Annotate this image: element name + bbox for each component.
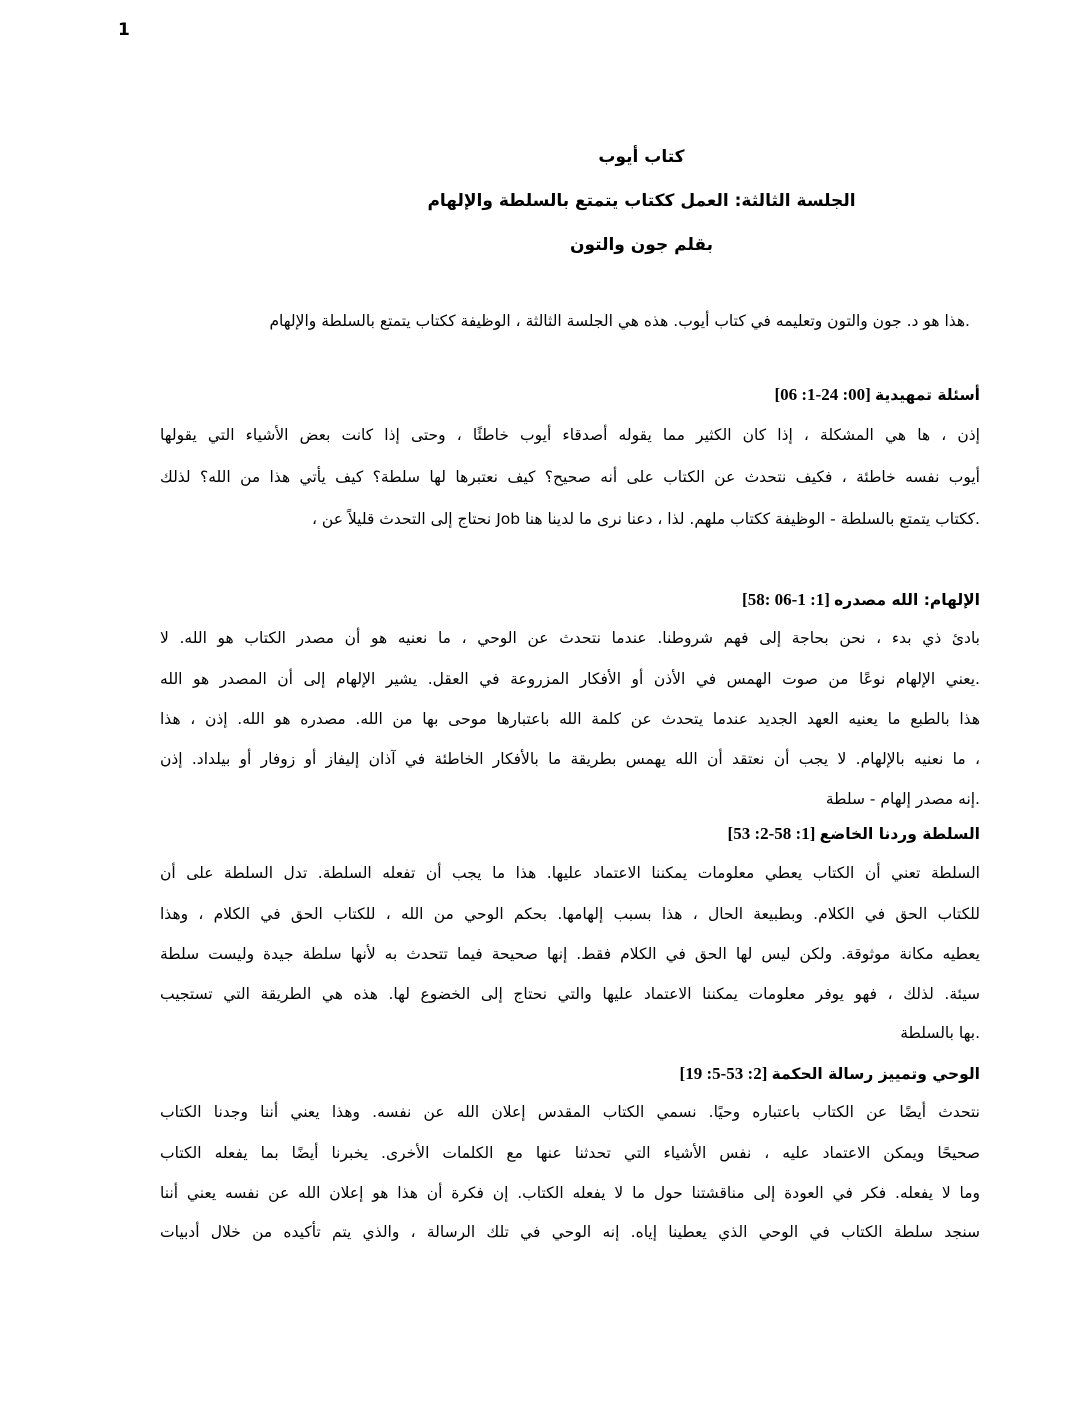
intro-paragraph: .هذا هو د. جون والتون وتعليمه في كتاب أيوب. هذه هي الجلسة الثالثة ، الوظيفة ككتاب يتمتع بالسلطة والإلهام <box>269 312 970 330</box>
paragraph-line: .إنه مصدر إلهام - سلطة <box>825 790 980 808</box>
section-heading <box>680 1062 980 1086</box>
paragraph-line: .يعني الإلهام نوعًا من صوت الهمس في الأذن أو الأفكار المزروعة في العقل. يشير الإلهام إلى أن المصدر هو الله <box>160 670 980 688</box>
author-line: بقلم جون والتون <box>569 235 714 255</box>
paragraph-line: يعطيه مكانة موثوقة. ولكن ليس لها الحق في الكلام فقط. إنها صحيحة فيما تتحدث به لأنها سلطة جيدة وليست سلطة <box>160 945 980 963</box>
book-title: كتاب أيوب <box>598 147 685 167</box>
paragraph-line: هذا بالطبع ما يعنيه العهد الجديد عندما يتحدث عن كلمة الله باعتبارها موحى بها من الله. مصدره هو الله. إذن ، هذا <box>160 710 980 728</box>
paragraph-line: أيوب نفسه خاطئة ، فكيف نتحدث عن الكتاب على أنه صحيح؟ كيف نعتبرها لها سلطة؟ كيف يأتي هذا من الله؟ لذلك <box>160 468 980 486</box>
section-heading-timestamp: [2: 53-5: 19] <box>679 1064 768 1083</box>
paragraph-line: بادئ ذي بدء ، نحن بحاجة إلى فهم شروطنا. عندما نتحدث عن الوحي ، ما نعنيه هو أن مصدر الكتاب هو الله. لا <box>160 629 980 647</box>
paragraph-line: صحيحًا ويمكن الاعتماد عليه ، نفس الأشياء التي تحدثنا عنها مع الكلمات الأخرى. يخبرنا أيضًا بما يفعله الكتاب <box>160 1144 980 1162</box>
section-heading-title: السلطة وردنا الخاضع <box>819 825 980 843</box>
paragraph-line: للكتاب الحق في الكلام. وبطبيعة الحال ، هذا بسبب إلهامها. بحكم الوحي من الله ، للكتاب الحق في الكلام ، وهذا <box>160 905 980 923</box>
paragraph-line: نتحدث أيضًا عن الكتاب باعتباره وحيًا. نسمي الكتاب المقدس إعلان الله عن نفسه. وهذا يعني أننا وجدنا الكتاب <box>160 1103 980 1121</box>
page-number: 1 <box>118 20 130 40</box>
section-heading-timestamp: [1: 58-2: 53] <box>727 824 816 843</box>
section-heading <box>774 383 980 407</box>
paragraph-line: السلطة تعني أن الكتاب يعطي معلومات يمكننا الاعتماد عليها. هذا ما يجب أن تفعله السلطة. تدل السلطة على أن <box>160 864 980 882</box>
section-heading-timestamp: [00: 24-1: 06] <box>774 385 871 404</box>
session-title: الجلسة الثالثة: العمل ككتاب يتمتع بالسلطة والإلهام <box>427 191 856 211</box>
paragraph-line: سيئة. لذلك ، فهو يوفر معلومات يمكننا الاعتماد عليها والتي نحتاج إلى الخضوع لها. هذه هي الطريقة التي تستجيب <box>160 985 980 1003</box>
paragraph-line: وما لا يفعله. فكر في العودة إلى مناقشتنا حول ما لا يفعله الكتاب. إن فكرة أن هذا هو إعلان الله عن نفسه يعني أننا <box>160 1184 980 1202</box>
section-heading-timestamp: [1: 1-06 :58] <box>742 590 830 609</box>
paragraph-line: .ككتاب يتمتع بالسلطة - الوظيفة ككتاب ملهم. لذا ، دعنا نرى ما لدينا هنا Job نحتاج إلى التحدث قليلاً عن ، <box>311 510 980 528</box>
paragraph-line: إذن ، ها هي المشكلة ، إذا كان الكثير مما يقوله أصدقاء أيوب خاطئًا ، وحتى إذا كانت بعض الأشياء التي يقولها <box>160 426 980 444</box>
document-title-block <box>0 146 1088 256</box>
section-heading-title: الوحي وتمييز رسالة الحكمة <box>771 1065 980 1083</box>
paragraph-line: سنجد سلطة الكتاب في الوحي الذي يعطينا إياه. إنه الوحي في تلك الرسالة ، والذي يتم تأكيده من خلال أدبيات <box>160 1223 980 1241</box>
section-heading <box>742 588 980 612</box>
section-heading <box>728 822 980 846</box>
paragraph-line: ، ما نعنيه بالإلهام. لا يجب أن نعتقد أن الله يهمس بطريقة ما بالأفكار الخاطئة في آذان إليفاز أو زوفار أو بيلداد. إذن <box>160 750 980 768</box>
section-heading-title: أسئلة تمهيدية <box>875 386 980 404</box>
paragraph-line: .بها بالسلطة <box>900 1024 980 1042</box>
section-heading-title: الإلهام: الله مصدره <box>834 591 980 609</box>
